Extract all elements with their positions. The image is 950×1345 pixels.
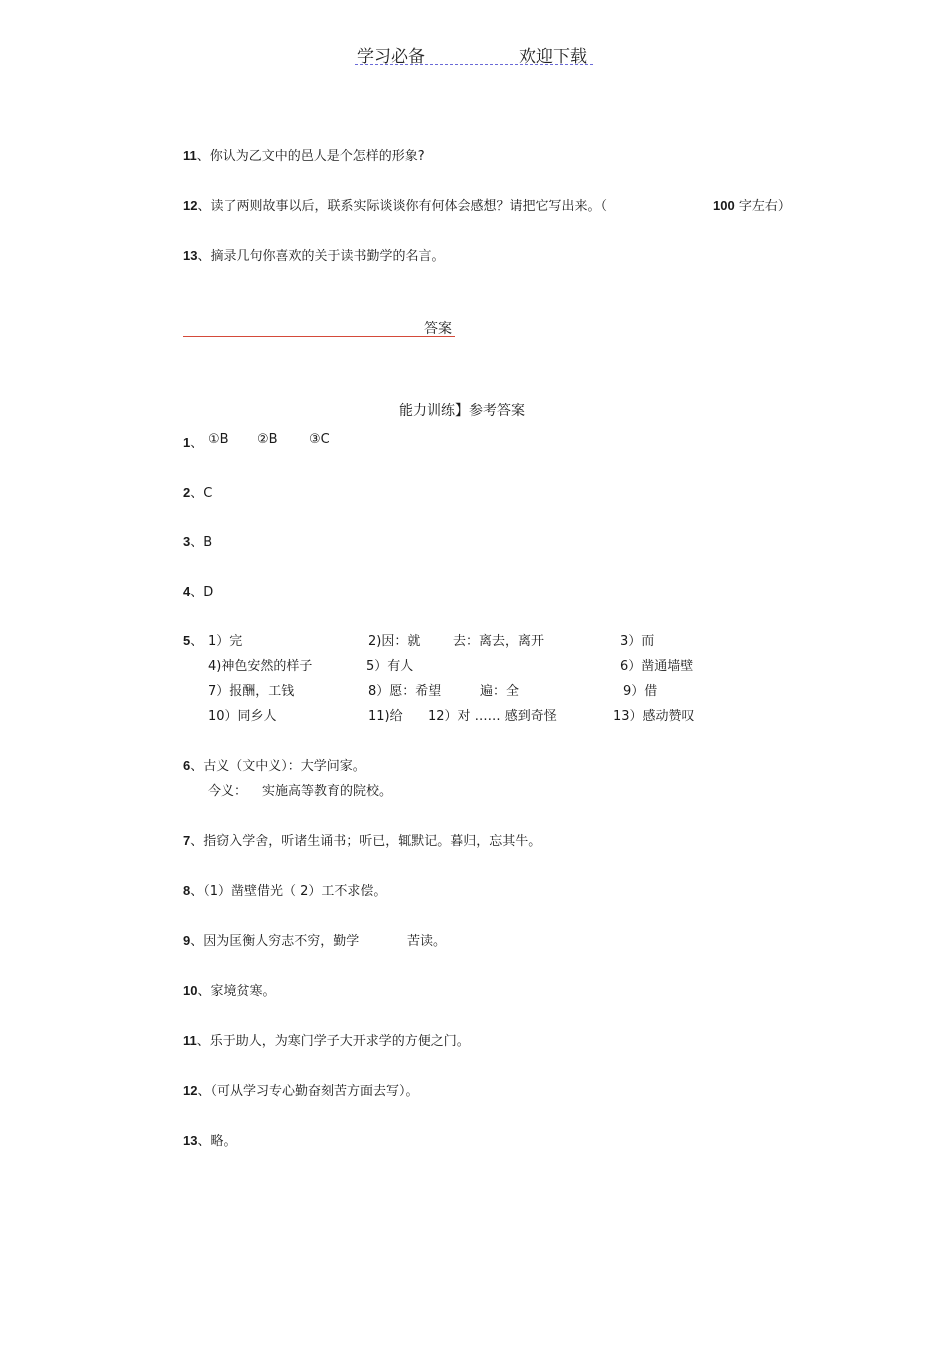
answer-6 [183,755,366,774]
answer-5-item: 7）报酬，工钱 [208,684,295,699]
word-count-number: 100 [713,198,735,213]
answers-divider [183,336,455,337]
answer-5-item: 6）凿通墙壁 [620,659,694,674]
answer-text: 、（1）凿壁借光（ 2）工不求偿。 [190,884,387,899]
answer-8 [183,880,386,899]
answer-6-modern-label: 今义： [208,784,248,799]
answer-1 [183,432,203,451]
answer-9-continuation: 苦读。 [407,934,447,949]
header-divider [355,64,593,65]
answer-12 [183,1080,418,1099]
answer-separator: 、 [190,634,204,649]
answer-5-item: 去：离去，离开 [453,634,545,649]
answer-text: 、（可从学习专心勤奋刻苦方面去写）。 [197,1084,419,1099]
answer-3 [183,531,212,550]
answer-5-item: 3）而 [620,634,655,649]
answer-text: 、C [190,486,213,501]
answer-separator: 、 [190,436,204,451]
header-left-text: 学习必备 [357,47,425,67]
question-13 [183,245,444,264]
answer-text: 、略。 [197,1134,237,1149]
answer-9 [183,930,359,949]
answer-1-part-1: ①B [208,432,229,447]
answer-11 [183,1030,470,1049]
answer-text: 、古义（文中义）：大学问家。 [190,759,366,774]
answer-number: 12 [183,1083,198,1098]
answer-5-item: 13）感动赞叹 [613,709,695,724]
answer-text: 、指窃入学舍，听诸生诵书；听已，辄默记。暮归，忘其牛。 [190,834,542,849]
answer-4 [183,581,213,600]
answer-5-item: 9）借 [623,684,658,699]
answer-text: 、乐于助人，为寒门学子大开求学的方便之门。 [196,1034,470,1049]
answer-5-item: 8）愿：希望 [368,684,442,699]
answer-2 [183,482,212,501]
answer-6-modern-text: 实施高等教育的院校。 [262,784,393,799]
answer-5-item: 10）同乡人 [208,709,277,724]
answer-text: 、因为匡衡人穷志不穷，勤学 [190,934,360,949]
question-number: 11 [183,148,197,163]
answer-5-item: 11)给 [368,709,403,724]
question-text: 、摘录几句你喜欢的关于读书勤学的名言。 [197,249,445,264]
answer-5-item: 12）对 …… 感到奇怪 [428,709,557,724]
answer-7 [183,830,541,849]
question-12-word-count [713,195,791,214]
answer-text: 、B [190,535,213,550]
header-right-text: 欢迎下载 [519,47,587,67]
answers-title: 答案 [424,321,452,337]
answer-number: 10 [183,983,198,998]
question-text: 、读了两则故事以后，联系实际谈谈你有何体会感想？请把它写出来。（ [197,199,607,214]
answer-5-item: 1）完 [208,634,243,649]
section-title: 能力训练】参考答案 [399,403,525,419]
answer-number: 5 [183,633,191,648]
answer-5 [183,630,203,649]
answer-number: 3 [183,534,191,549]
answer-number: 6 [183,758,191,773]
answer-5-item: 4)神色安然的样子 [208,659,313,674]
answer-text: 、家境贫寒。 [197,984,276,999]
answer-13 [183,1130,236,1149]
answer-number: 7 [183,833,191,848]
answer-number: 9 [183,933,191,948]
answer-number: 4 [183,584,191,599]
question-11 [183,145,425,164]
answer-number: 13 [183,1133,198,1148]
answer-number: 8 [183,883,191,898]
answer-5-item: 5）有人 [366,659,414,674]
answer-number: 1 [183,435,191,450]
answer-text: 、D [190,585,214,600]
question-number: 12 [183,198,198,213]
answer-1-part-2: ②B [257,432,278,447]
answer-10 [183,980,275,999]
answer-number: 11 [183,1033,197,1048]
answer-5-item: 2)因：就 [368,634,421,649]
answer-number: 2 [183,485,191,500]
word-count-text: 字左右） [734,199,791,214]
question-number: 13 [183,248,198,263]
question-12 [183,195,607,214]
question-text: 、你认为乙文中的邑人是个怎样的形象? [196,149,425,164]
answer-5-item: 遍：全 [480,684,520,699]
answer-1-part-3: ③C [309,432,330,447]
